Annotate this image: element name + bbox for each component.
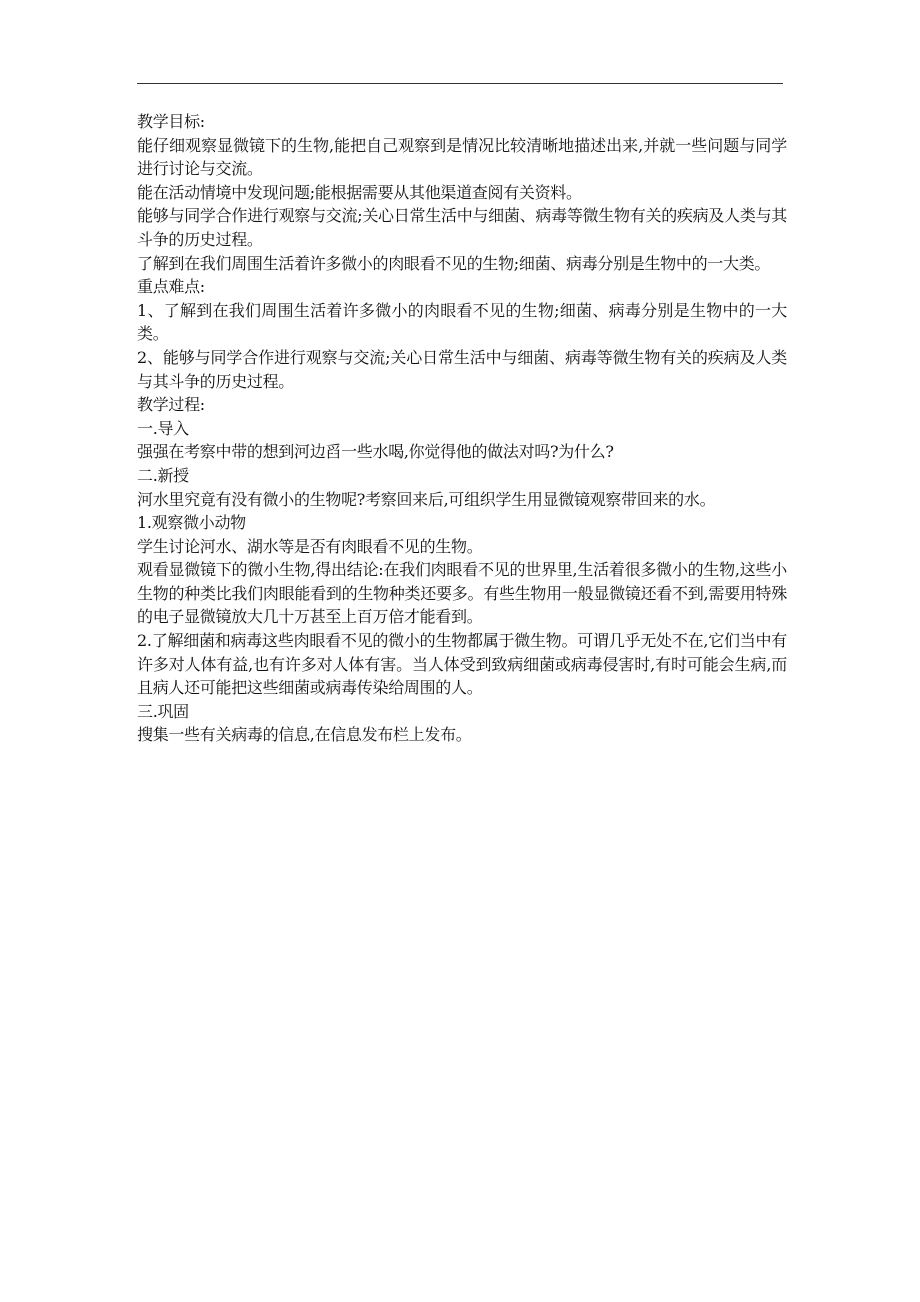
body-paragraph: 2.了解细菌和病毒这些肉眼看不见的微小的生物都属于微生物。可谓几乎无处不在,它们当中有许多对人体有益,也有许多对人体有害。当人体受到致病细菌或病毒侵害时,有时可能会生病,而且病人还可能把这些细菌或病毒传染给周围的人。 [137,631,787,698]
key-point-paragraph: 1、了解到在我们周围生活着许多微小的肉眼看不见的生物;细菌、病毒分别是生物中的一大类。 [137,300,787,344]
objective-paragraph: 能仔细观察显微镜下的生物,能把自己观察到是情况比较清晰地描述出来,并就一些问题与同学进行讨论与交流。 [137,135,787,179]
section-heading-intro: 一.导入 [137,418,189,438]
heading-key-points: 重点难点: [137,277,205,297]
objective-paragraph: 了解到在我们周围生活着许多微小的肉眼看不见的生物;细菌、病毒分别是生物中的一大类。 [137,253,771,273]
key-point-paragraph: 2、能够与同学合作进行观察与交流;关心日常生活中与细菌、病毒等微生物有关的疾病及人类与其斗争的历史过程。 [137,347,787,391]
header-rule [137,83,783,84]
body-paragraph: 学生讨论河水、湖水等是否有肉眼看不见的生物。 [137,536,483,556]
body-paragraph: 搜集一些有关病毒的信息,在信息发布栏上发布。 [137,725,472,745]
objective-paragraph: 能在活动情境中发现问题;能根据需要从其他渠道查阅有关资料。 [137,182,582,202]
heading-process: 教学过程: [137,395,205,415]
section-heading-consolidate: 三.巩固 [137,701,189,721]
document-body [137,110,787,747]
subsection-heading: 1.观察微小动物 [137,513,246,533]
body-paragraph: 观看显微镜下的微小生物,得出结论:在我们肉眼看不见的世界里,生活着很多微小的生物,这些小生物的种类比我们肉眼能看到的生物种类还要多。有些生物用一般显微镜还看不到,需要用特殊的电子显微镜放大几十万甚至上百万倍才能看到。 [137,560,787,627]
body-paragraph: 河水里究竟有没有微小的生物呢?考察回来后,可组织学生用显微镜观察带回来的水。 [137,489,716,509]
body-paragraph: 强强在考察中带的想到河边舀一些水喝,你觉得他的做法对吗?为什么? [137,442,614,462]
section-heading-new-lesson: 二.新授 [137,465,189,485]
objective-paragraph: 能够与同学合作进行观察与交流;关心日常生活中与细菌、病毒等微生物有关的疾病及人类与其斗争的历史过程。 [137,206,787,249]
heading-objectives: 教学目标: [137,112,205,131]
